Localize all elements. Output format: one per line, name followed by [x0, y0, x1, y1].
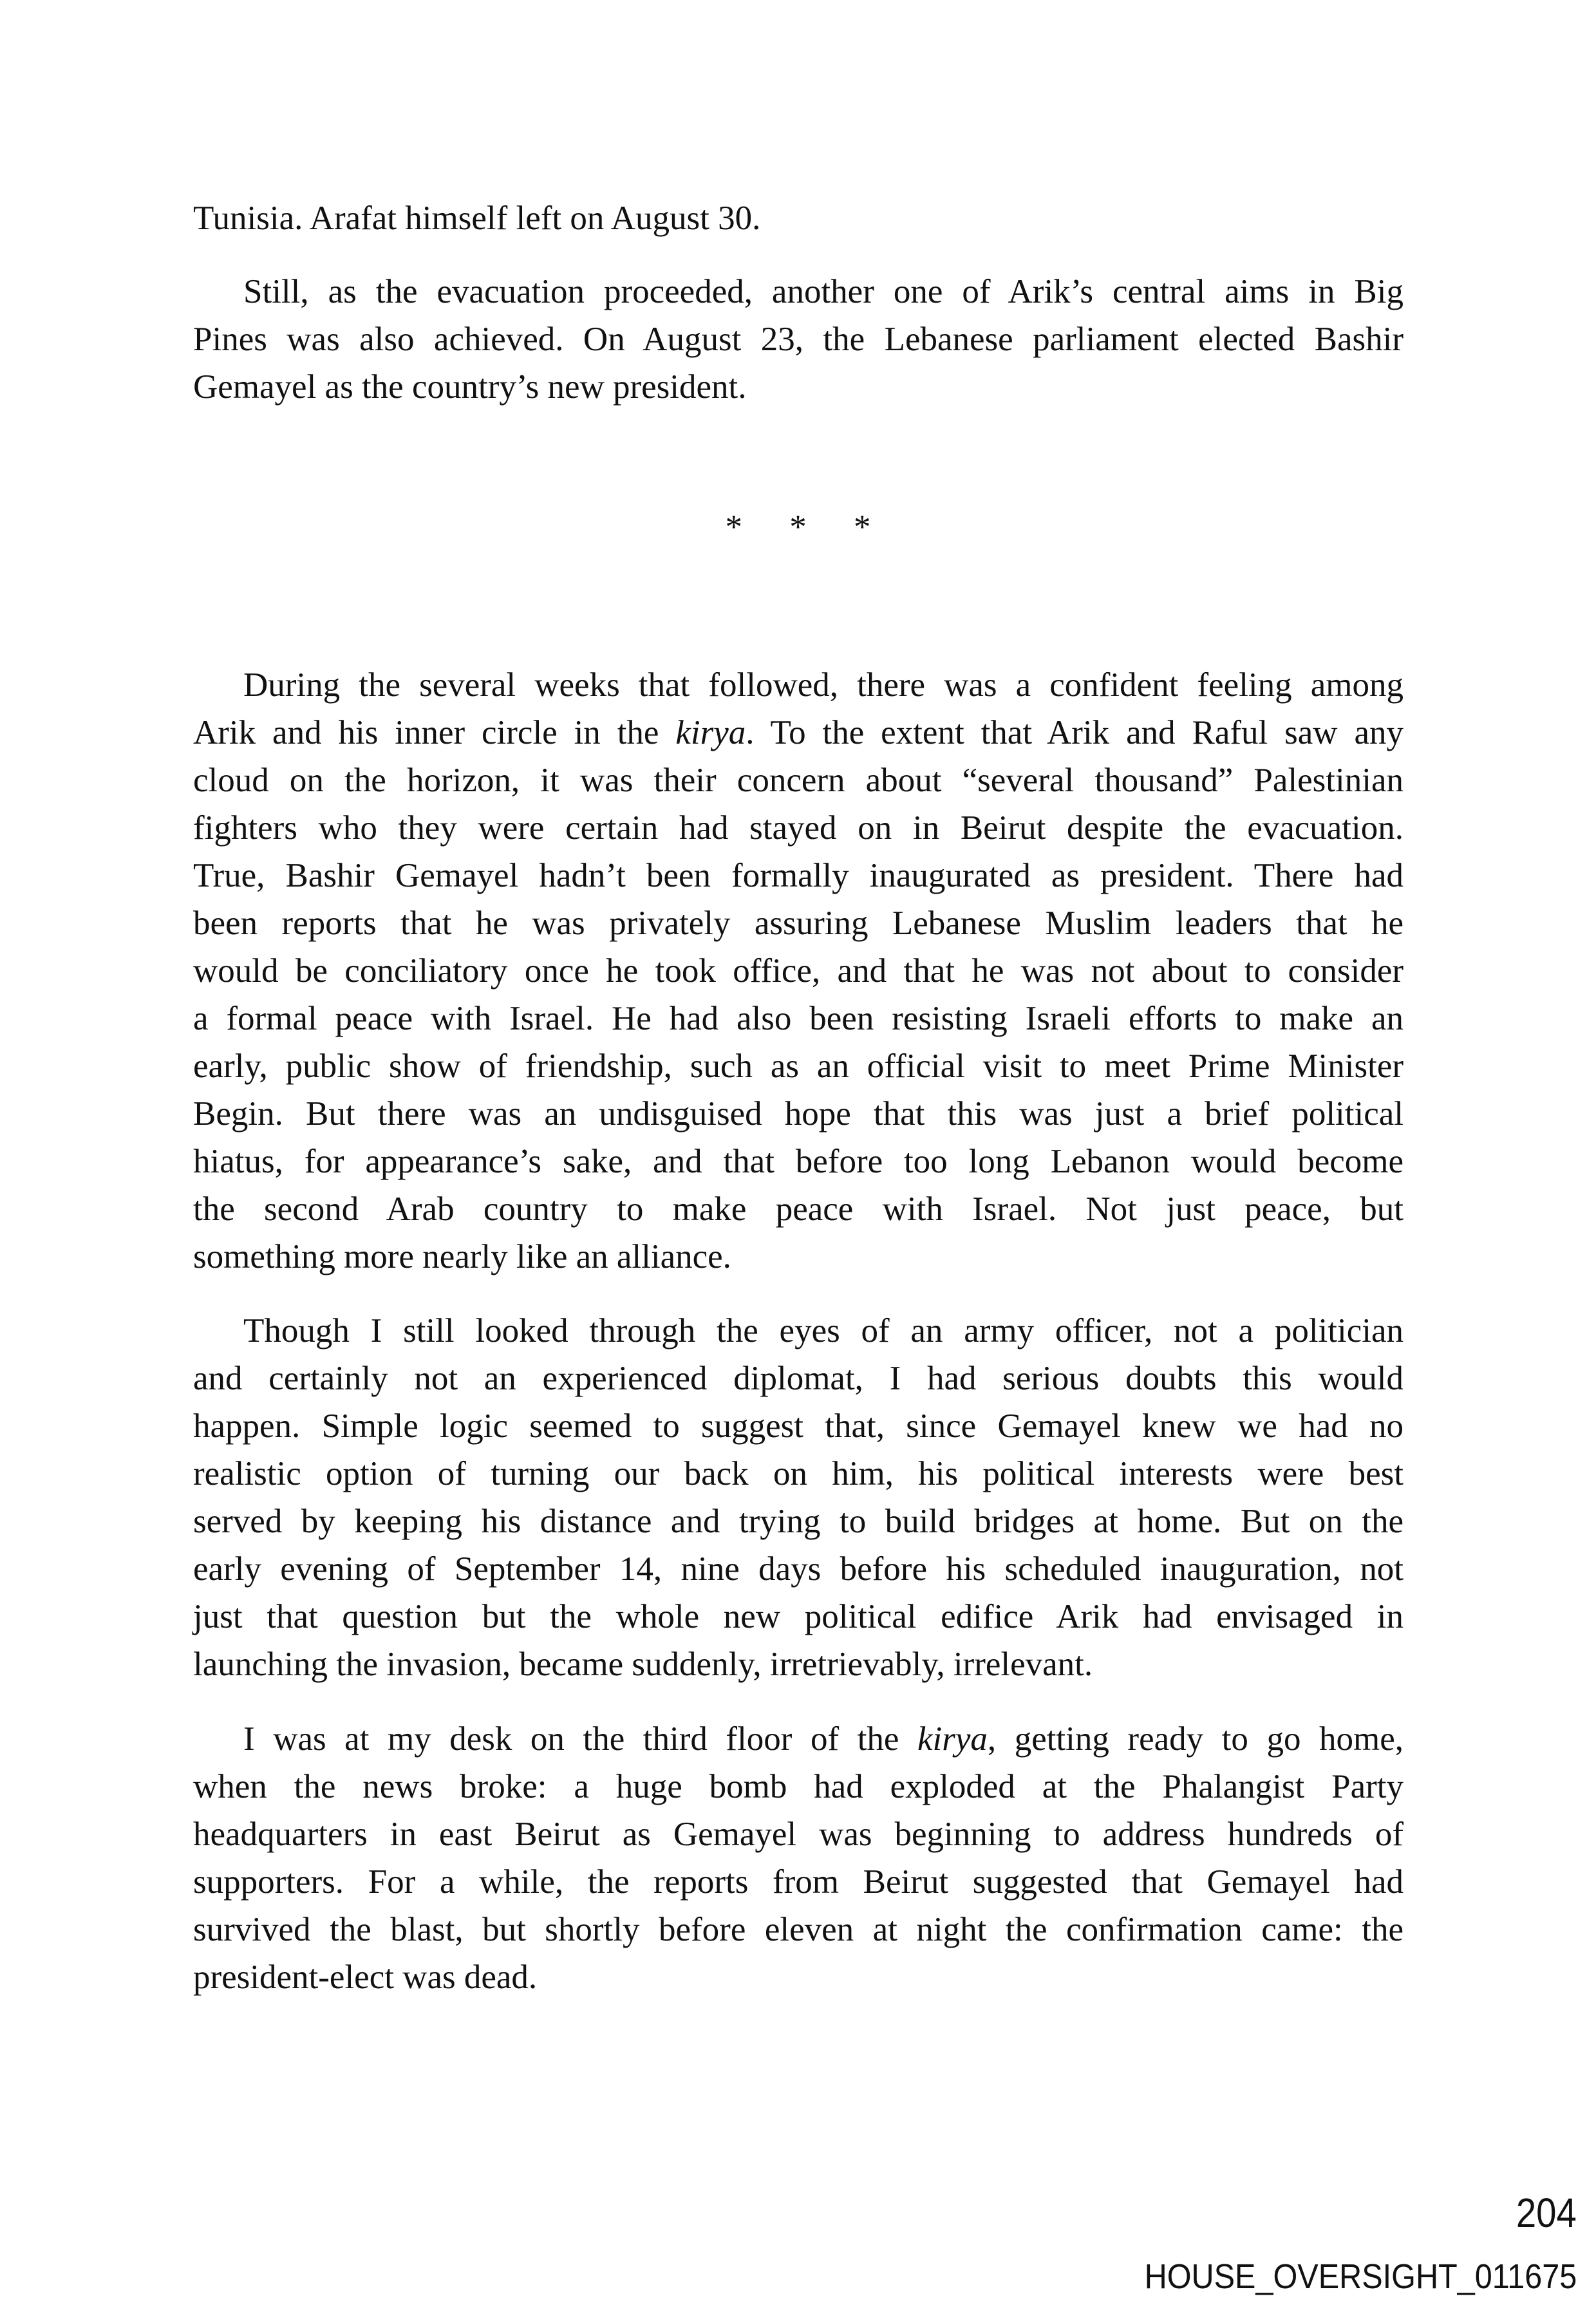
- text-line: Arik and his inner circle in the kirya. To the extent that Arik and Raful saw any: [193, 714, 1404, 751]
- text-line: Begin. But there was an undisguised hope that this was just a brief political: [193, 1095, 1404, 1133]
- text-line: During the several weeks that followed, there was a confident feeling among: [243, 666, 1404, 704]
- text-line: early, public show of friendship, such as an official visit to meet Prime Minister: [193, 1048, 1404, 1085]
- text-line: Pines was also achieved. On August 23, the Lebanese parliament elected Bashir: [193, 321, 1404, 358]
- text-line: Still, as the evacuation proceeded, another one of Arik’s central aims in Big: [243, 273, 1404, 310]
- text-line: and certainly not an experienced diplomat, I had serious doubts this would: [193, 1360, 1404, 1397]
- text-line: supporters. For a while, the reports from Beirut suggested that Gemayel had: [193, 1863, 1404, 1901]
- text-line: the second Arab country to make peace with Israel. Not just peace, but: [193, 1190, 1404, 1228]
- paragraph-2: [193, 268, 1404, 411]
- bates-number: HOUSE_OVERSIGHT_011675: [1144, 2257, 1577, 2296]
- text-line: I was at my desk on the third floor of the kirya, getting ready to go home,: [243, 1720, 1404, 1758]
- text-line: fighters who they were certain had stayed on in Beirut despite the evacuation.: [193, 809, 1404, 847]
- text-line: launching the invasion, became suddenly, irretrievably, irrelevant.: [193, 1646, 1093, 1683]
- text-line: just that question but the whole new political edifice Arik had envisaged in: [193, 1598, 1404, 1635]
- paragraph-4: [193, 1307, 1404, 1688]
- text-line: hiatus, for appearance’s sake, and that before too long Lebanon would become: [193, 1143, 1404, 1180]
- text-line: cloud on the horizon, it was their concern about “several thousand” Palestinian: [193, 762, 1404, 799]
- text-line: when the news broke: a huge bomb had exploded at the Phalangist Party: [193, 1768, 1404, 1805]
- text-line: survived the blast, but shortly before eleven at night the confirmation came: the: [193, 1911, 1404, 1948]
- text-line: early evening of September 14, nine days before his scheduled inauguration, not: [193, 1550, 1404, 1588]
- text-line: been reports that he was privately assuring Lebanese Muslim leaders that he: [193, 905, 1404, 942]
- text-line: Gemayel as the country’s new president.: [193, 368, 747, 406]
- text-line: Though I still looked through the eyes of an army officer, not a politician: [243, 1312, 1404, 1349]
- text-line: Tunisia. Arafat himself left on August 30.: [193, 200, 761, 237]
- text-line: happen. Simple logic seemed to suggest that, since Gemayel knew we had no: [193, 1407, 1404, 1445]
- text-line: would be conciliatory once he took office, and that he was not about to consider: [193, 952, 1404, 990]
- section-break: * * *: [725, 509, 871, 546]
- paragraph-1: [193, 194, 1404, 242]
- text-line: president-elect was dead.: [193, 1959, 538, 1996]
- paragraph-3: [193, 661, 1404, 1281]
- page-number: 204: [1516, 2190, 1577, 2236]
- text-line: a formal peace with Israel. He had also been resisting Israeli efforts to make an: [193, 1000, 1404, 1037]
- text-line: something more nearly like an alliance.: [193, 1238, 731, 1275]
- text-line: True, Bashir Gemayel hadn’t been formally inaugurated as president. There had: [193, 857, 1404, 894]
- text-line: headquarters in east Beirut as Gemayel was beginning to address hundreds of: [193, 1816, 1404, 1853]
- paragraph-5: [193, 1715, 1404, 2001]
- text-line: realistic option of turning our back on him, his political interests were best: [193, 1455, 1404, 1492]
- text-line: served by keeping his distance and trying to build bridges at home. But on the: [193, 1503, 1404, 1540]
